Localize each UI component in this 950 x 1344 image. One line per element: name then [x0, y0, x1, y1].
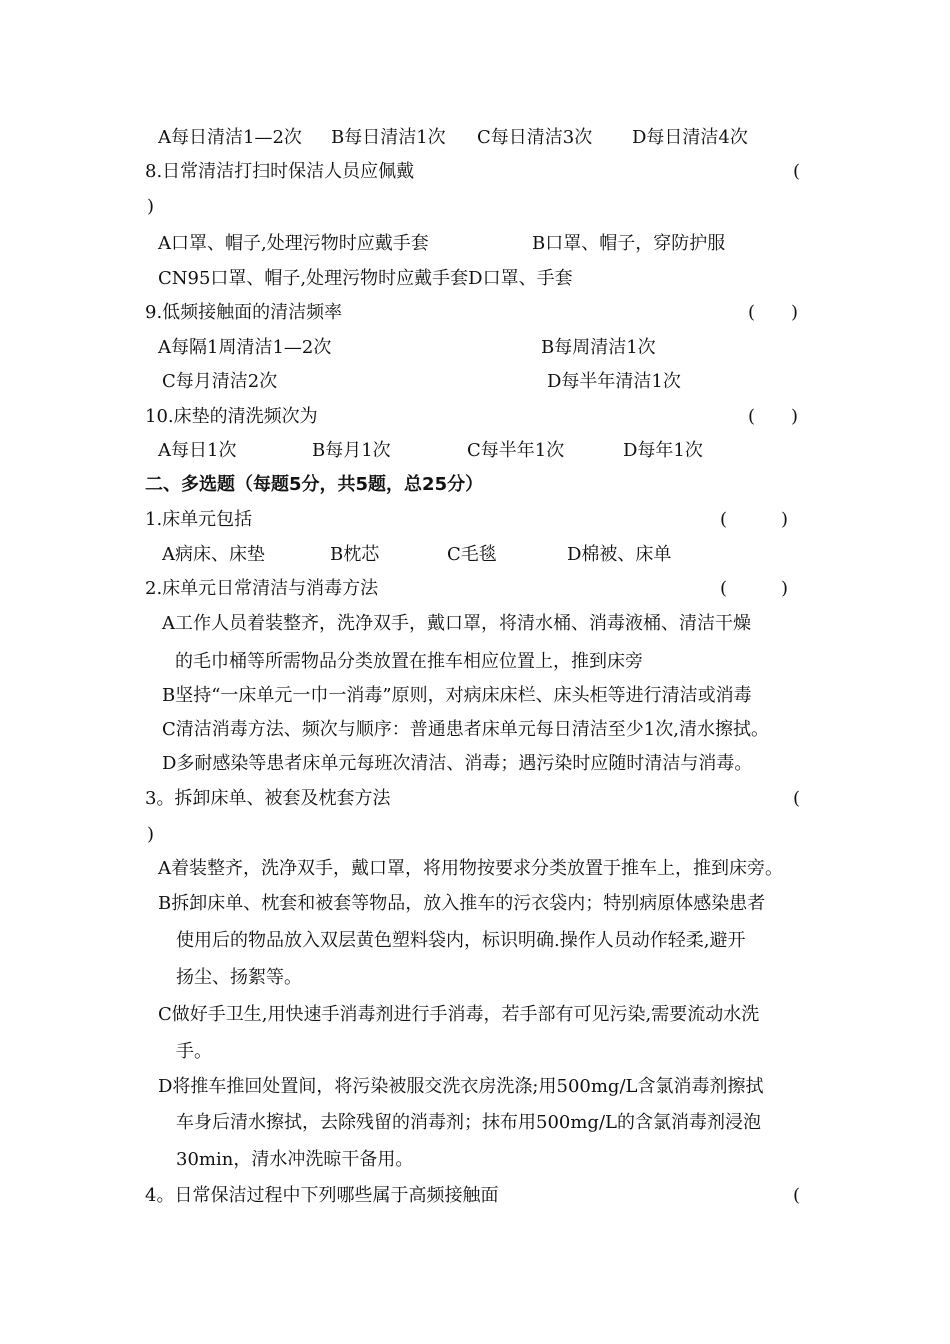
- q8-answer-paren-open: (: [793, 161, 801, 182]
- q7-option-c: C每日清洁3次: [477, 127, 593, 148]
- q9-answer-paren: ( ): [748, 302, 799, 323]
- m3-answer-paren-open: (: [793, 788, 801, 809]
- m3-option-c-line2: 手。: [176, 1041, 212, 1062]
- m2-stem: 2.床单元日常清洁与消毒方法: [145, 578, 379, 599]
- m2-answer-paren: ( ): [720, 578, 789, 599]
- m3-option-c-line1: C做好手卫生,用快速手消毒剂进行手消毒，若手部有可见污染,需要流动水洗: [158, 1004, 760, 1025]
- q8-option-b: B口罩、帽子，穿防护服: [532, 233, 726, 254]
- m2-option-d: D多耐感染等患者床单元每班次清洁、消毒；遇污染时应随时清洁与消毒。: [162, 753, 753, 774]
- m1-option-d: D棉被、床单: [567, 544, 672, 565]
- q7-option-d: D每日清洁4次: [632, 127, 748, 148]
- q10-answer-paren: ( ): [748, 406, 799, 427]
- m1-option-b: B枕芯: [330, 544, 380, 565]
- m1-option-a: A病床、床垫: [162, 544, 265, 565]
- m3-option-a: A着装整齐，洗净双手，戴口罩，将用物按要求分类放置于推车上，推到床旁。: [158, 858, 783, 879]
- q10-option-a: A每日1次: [158, 440, 237, 461]
- m1-answer-paren: ( ): [720, 509, 789, 530]
- m3-option-b-line1: B拆卸床单、枕套和被套等物品，放入推车的污衣袋内；特别病原体感染患者: [158, 893, 766, 914]
- m3-answer-paren-close: ): [147, 824, 155, 845]
- m3-option-d-line2: 车身后清水擦拭，去除残留的消毒剂；抹布用500mg/L的含氯消毒剂浸泡: [176, 1112, 761, 1133]
- m3-option-b-line2: 使用后的物品放入双层黄色塑料袋内，标识明确.操作人员动作轻柔,避开: [176, 930, 746, 951]
- q9-option-d: D每半年清洁1次: [547, 371, 681, 392]
- q9-option-a: A每隔1周清洁1—2次: [158, 337, 332, 358]
- q8-stem: 8.日常清洁打扫时保洁人员应佩戴: [145, 161, 415, 182]
- m2-option-a-line2: 的毛巾桶等所需物品分类放置在推车相应位置上，推到床旁: [175, 651, 643, 672]
- m1-stem: 1.床单元包括: [145, 509, 253, 530]
- q9-option-b: B每周清洁1次: [541, 337, 656, 358]
- m3-option-d-line1: D将推车推回处置间，将污染被服交洗衣房洗涤;用500mg/L含氯消毒剂擦拭: [158, 1076, 764, 1097]
- q10-option-b: B每月1次: [312, 440, 391, 461]
- q7-option-a: A每日清洁1—2次: [158, 127, 302, 148]
- m2-option-c: C清洁消毒方法、频次与顺序：普通患者床单元每日清洁至少1次,清水擦拭。: [162, 719, 769, 740]
- section-heading-multiple-choice: 二、多选题（每题5分，共5题，总25分）: [145, 474, 484, 495]
- q8-option-cd: CN95口罩、帽子,处理污物时应戴手套D口罩、手套: [158, 268, 573, 289]
- m2-option-a-line1: A工作人员着装整齐，洗净双手，戴口罩，将清水桶、消毒液桶、清洁干燥: [162, 613, 751, 634]
- m1-option-c: C毛毯: [447, 544, 497, 565]
- m4-answer-paren-open: (: [793, 1185, 801, 1206]
- q10-stem: 10.床垫的清洗频次为: [145, 406, 318, 427]
- m2-option-b: B坚持“一床单元一巾一消毒”原则，对病床床栏、床头柜等进行清洁或消毒: [162, 685, 752, 706]
- q10-option-c: C每半年1次: [467, 440, 565, 461]
- q8-answer-paren-close: ): [147, 196, 155, 217]
- m4-stem: 4。日常保洁过程中下列哪些属于高频接触面: [145, 1185, 499, 1206]
- q7-option-b: B每日清洁1次: [331, 127, 446, 148]
- m3-stem: 3。拆卸床单、被套及枕套方法: [145, 788, 391, 809]
- q9-stem: 9.低频接触面的清洁频率: [145, 302, 343, 323]
- m3-option-d-line3: 30min，清水冲洗晾干备用。: [176, 1149, 414, 1170]
- q8-option-a: A口罩、帽子,处理污物时应戴手套: [158, 233, 429, 254]
- q10-option-d: D每年1次: [623, 440, 703, 461]
- q9-option-c: C每月清洁2次: [162, 371, 278, 392]
- m3-option-b-line3: 扬尘、扬絮等。: [176, 967, 302, 988]
